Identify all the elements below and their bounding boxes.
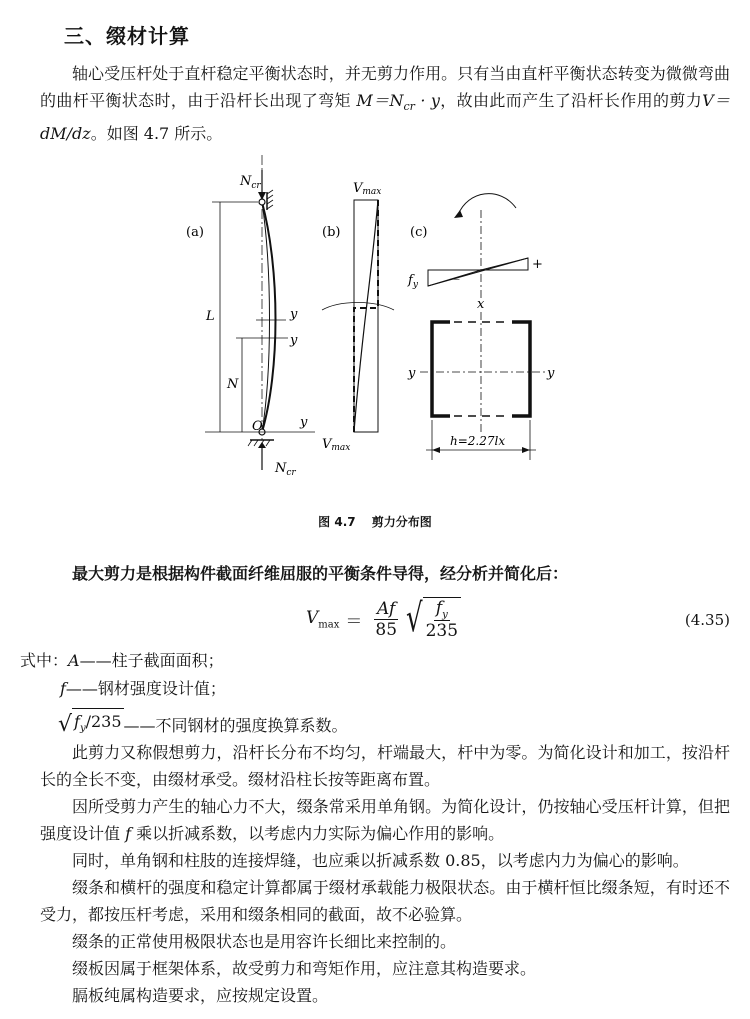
- fy-label: $f_y$: [408, 273, 418, 290]
- paragraph-weld-reduction: 同时，单角钢和柱肢的连接焊缝，也应乘以折减系数 0.85，以考虑内力为偏心的影响。: [72, 851, 689, 870]
- section-y-right-label: y: [547, 366, 555, 381]
- equation-number: (4.35): [684, 611, 730, 629]
- moment-arrow: [458, 194, 516, 215]
- buckled-member: [262, 202, 276, 432]
- right-channel: [512, 322, 530, 416]
- moment-tail: · y: [414, 91, 440, 110]
- caption-number: 图 4.7: [318, 515, 356, 529]
- caption-title: 剪力分布图: [371, 515, 432, 529]
- formula-4-35: [306, 597, 461, 641]
- left-channel: [432, 322, 450, 416]
- formula-sqrt: √ $\frac{f_y}{235}$: [406, 597, 461, 641]
- sqrt-denominator: 235: [425, 621, 459, 642]
- paragraph-batten-plates: 缀板因属于框架体系，故受剪力和弯矩作用，应注意其构造要求。: [72, 959, 537, 978]
- panel-a-label: (a): [186, 225, 204, 240]
- n-label: N: [227, 377, 239, 392]
- shear-expression: V＝dM/dz: [40, 91, 730, 144]
- paragraph-serviceability: 缀条的正常使用极限状态也是用容许长细比来控制的。: [72, 932, 457, 951]
- moment-subscript: cr: [403, 100, 415, 114]
- formula-fraction: [372, 599, 400, 640]
- axis-y-label-a: y: [300, 415, 308, 430]
- definition-A: 式中：A——柱子截面面积；: [20, 651, 224, 670]
- origin-label: O: [252, 419, 263, 434]
- intro-text-c: 。如图 4.7 所示。: [90, 124, 223, 144]
- definition-f: f——钢材强度设计值；: [60, 679, 226, 698]
- plus-sign: +: [532, 257, 543, 272]
- section-heading: 三、缀材计算: [64, 24, 190, 48]
- formula-equals: ＝: [345, 611, 363, 632]
- length-label: L: [206, 309, 215, 324]
- ncr-bottom-label: $N_{cr}$: [275, 461, 296, 478]
- section-y-left-label: y: [408, 366, 416, 381]
- minus-sign: －: [448, 273, 462, 288]
- ncr-top-label: $N_{cr}$: [240, 174, 261, 191]
- panel-c-label: (c): [410, 225, 428, 240]
- shear-curve: [354, 200, 378, 432]
- sqrt-numerator: $f_y$: [435, 598, 448, 621]
- paragraph-diaphragm: 膈板纯属构造要求，应按规定设置。: [72, 986, 329, 1005]
- shear-distribution-figure: [170, 150, 580, 490]
- moment-expression: M＝N: [356, 91, 404, 110]
- paragraph-max-shear: 最大剪力是根据构件截面纤维屈服的平衡条件导得，经分析并简化后：: [72, 564, 569, 583]
- deflection-y-label-1: y: [290, 307, 298, 322]
- formula-denominator: 85: [375, 619, 398, 640]
- intro-text-b: ，故由此而产生了沿杆长作用的剪力: [439, 91, 703, 110]
- definition-sqrt: √ $f_y/235$ ——不同钢材的强度换算系数。: [58, 708, 348, 742]
- vmax-bottom-label: Vmax: [322, 437, 351, 453]
- vmax-top-label: Vmax: [353, 181, 382, 197]
- paragraph-intro: [40, 60, 730, 147]
- paragraph-strength-stability: 缀条和横杆的强度和稳定计算都属于缀材承载能力极限状态。由于横杆恒比缀条短，有时还不受力，都按压杆考虑，采用和缀条相同的截面，故不必验算。: [40, 878, 730, 924]
- intro-text-a: 轴心受压杆处于直杆稳定平衡状态时，并无剪力作用。只有当由直杆平衡状态转变为微微弯曲的曲杆平衡状态时，由于沿杆长出现了弯矩: [40, 64, 730, 110]
- formula-numerator: Af: [374, 599, 398, 620]
- deflection-y-label-2: y: [290, 333, 298, 348]
- width-label: h=2.27lx: [450, 434, 506, 448]
- figure-caption: [0, 513, 750, 530]
- panel-b-label: (b): [322, 225, 341, 240]
- formula-lhs: $V_{max}$: [306, 608, 340, 631]
- paragraph-single-angle: 因所受剪力产生的轴心力不大，缀条常采用单角钢。为简化设计，仍按轴心受压杆计算，但把强度设计值 f 乘以折减系数，以考虑内力实际为偏心作用的影响。: [40, 797, 730, 843]
- section-x-label: x: [477, 297, 485, 312]
- paragraph-fictitious-shear: 此剪力又称假想剪力，沿杆长分布不均匀，杆端最大，杆中为零。为简化设计和加工，按沿杆长的全长不变，由缀材承受。缀材沿柱长按等距离布置。: [40, 743, 730, 789]
